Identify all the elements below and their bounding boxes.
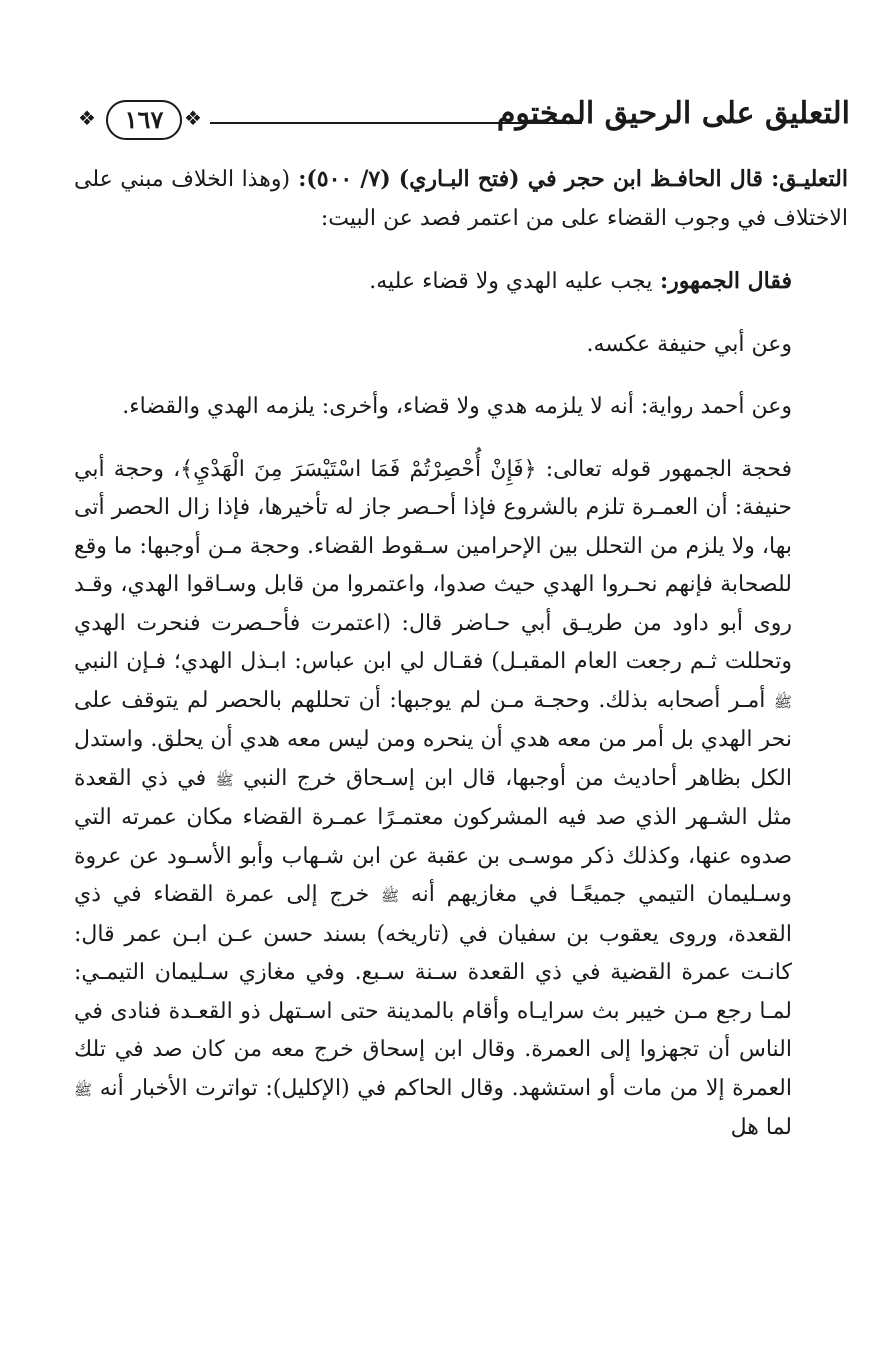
ornament-icon: ❖ [184,106,202,130]
paragraph: وعن أبي حنيفة عكسه. [586,331,792,357]
paragraph [74,451,848,1148]
paragraph-text: لما هل [730,1115,792,1140]
paragraph [74,160,848,238]
paragraph-text: أمـر أصحابه بذلك. وحجـة مـن لم يوجبها: أن تحللهم بالحصر لم يتوقف على نحر الهدي بل أمر من معه هدي أن ينحره ومن ليس معه هدي أن يحلق. واستدل الكل بظاهر أحاديث من أوجبها، قال ابن إسـحاق خرج النبي [74,687,792,791]
paragraph: وعن أحمد رواية: أنه لا يلزمه هدي ولا قضاء، وأخرى: يلزمه الهدي والقضاء. [122,394,792,419]
running-title: التعليق على الرحيق المختوم [496,96,850,131]
honorific-symbol: ﷺ [74,1080,93,1099]
paragraph-text: يجب عليه الهدي ولا قضاء عليه. [369,269,653,294]
header-rule [210,122,582,124]
page-number: ١٦٧ [106,100,182,140]
paragraph [74,262,848,302]
page-number-block [72,98,212,142]
commentary-label: التعليـق: قال الحافـظ ابن حجر في (فتح البـاري) (٧/ ٥٠٠): [290,166,848,192]
honorific-symbol: ﷺ [773,692,792,711]
honorific-symbol: ﷺ [215,770,234,789]
paragraph-text: خرج إلى عمرة القضاء في ذي القعدة، وروى يعقوب بن سفيان في (تاريخه) بسند حسن عـن ابـن عمر قال: كانـت عمرة القضية في ذي القعدة سـنة سـبع. وفي مغازي سـليمان التيمـي: لمـا رجع مـن خيبر بث سرايـاه وأقام بالمدينة حتى اسـتهل ذو القعـدة فنادى في الناس أن تجهزوا إلى العمرة. وقال ابن إسحاق خرج معه من كان صد في تلك العمرة إلا من مات أو استشهد. وقال الحاكم في (الإكليل): تواترت الأخبار أنه [74,882,792,1101]
paragraph-text: فحجة الجمهور قوله تعالى: ﴿فَإِنْ أُحْصِرْتُمْ فَمَا اسْتَيْسَرَ مِنَ الْهَدْيِ﴾، وحجة أبي حنيفة: أن العمـرة تلزم بالشروع فإذا أحـصر جاز له تأخيرها، فإذا زال الحصر أتى بها، ولا يلزم من التحلل بين الإحرامين سـقوط القضاء. وحجة مـن أوجبها: ما وقع للصحابة فإنهم نحـروا الهدي حيث صدوا، واعتمروا من قابل وسـاقوا الهدي، وقـد روى أبو داود من طريـق أبي حـاضر قال: (اعتمرت فأحـصرت فنحرت الهدي وتحللت ثـم رجعت العام المقبـل) فقـال لي ابن عباس: ابـذل الهدي؛ فـإن النبي [74,456,792,674]
paragraph-text: في ذي القعدة مثل الشـهر الذي صد فيه المشركون معتمـرًا عمـرة القضاء مكان عمرته التي صدوه عنها، وكذلك ذكر موسـى بن عقبة عن ابن شـهاب وأبو الأسـود عن عروة وسـليمان التيمي جميعًـا في مغازيهم أنه [74,765,792,907]
honorific-symbol: ﷺ [381,887,400,905]
paragraph-text: (وهذا الخلاف مبني على الاختلاف في وجوب القضاء على من اعتمر فصد عن البيت: [74,167,848,231]
majority-label: فقال الجمهور: [652,268,792,294]
ornament-icon: ❖ [78,106,96,130]
page-header [72,92,850,148]
body-text [74,160,848,1148]
